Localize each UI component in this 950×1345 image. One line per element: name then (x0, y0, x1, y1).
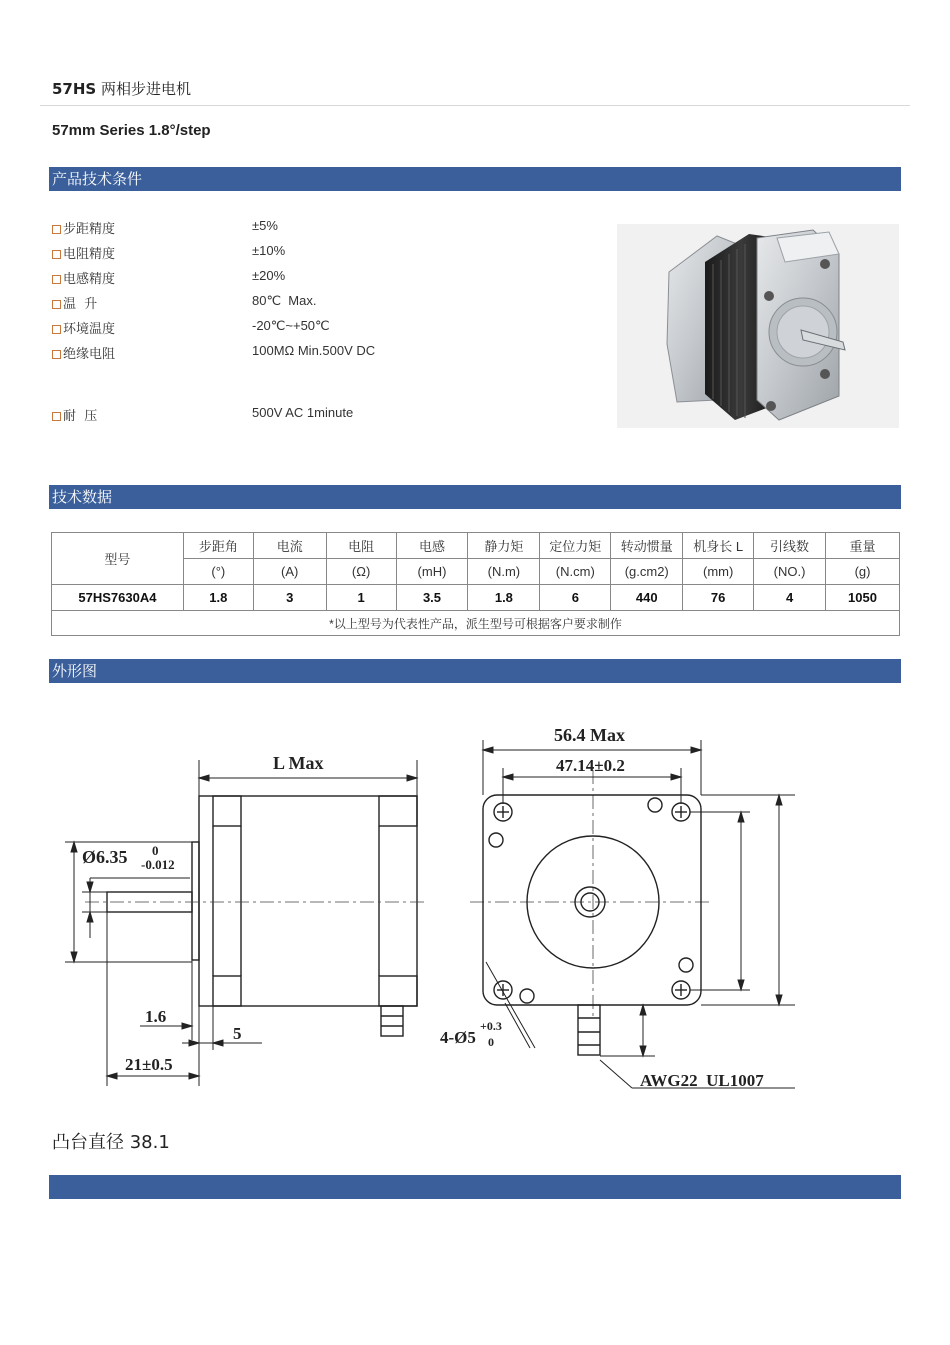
section-bar-data: 技术数据 (49, 485, 901, 509)
table-cell: 1 (326, 585, 396, 611)
section-bar-conditions: 产品技术条件 (49, 167, 901, 191)
header-name: 电阻 (326, 533, 396, 559)
spec-value: 80℃ Max. (252, 293, 317, 308)
table-cell: 1050 (826, 585, 900, 611)
header-name: 步距角 (183, 533, 253, 559)
spec-label: 电阻精度 (52, 243, 115, 262)
stepper-motor-image (617, 224, 899, 428)
header-name: 电流 (253, 533, 326, 559)
table-cell: 1.8 (183, 585, 253, 611)
header-unit: (mm) (683, 559, 754, 585)
boss-diameter-note: 凸台直径 38.1 (52, 1132, 170, 1153)
bullet-icon (52, 412, 61, 421)
header-name: 静力矩 (468, 533, 540, 559)
header-name: 重量 (826, 533, 900, 559)
dim-21: 21±0.5 (125, 1055, 173, 1074)
divider (40, 105, 910, 106)
model-desc: 两相步进电机 (96, 80, 192, 98)
page-title (52, 78, 191, 99)
spec-label: 绝缘电阻 (52, 343, 115, 362)
dim-holes-tol-bot: 0 (488, 1035, 494, 1049)
spec-label: 电感精度 (52, 268, 115, 287)
model-prefix: 57HS (52, 80, 97, 98)
dim-holes: 4-Ø5 (440, 1028, 476, 1047)
spec-value: ±10% (252, 243, 286, 258)
header-unit: (°) (183, 559, 253, 585)
header-unit: (N.cm) (540, 559, 611, 585)
spec-label: 步距精度 (52, 218, 115, 237)
series-title: 57mm Series 1.8°/step (52, 122, 211, 139)
header-unit: (NO.) (754, 559, 826, 585)
bullet-icon (52, 250, 61, 259)
spec-value: ±20% (252, 268, 286, 283)
header-unit: (N.m) (468, 559, 540, 585)
bullet-icon (52, 325, 61, 334)
header-name: 引线数 (754, 533, 826, 559)
table-cell: 6 (540, 585, 611, 611)
bullet-icon (52, 275, 61, 284)
table-cell: 3.5 (396, 585, 468, 611)
dim-hole-pitch: 47.14±0.2 (556, 756, 625, 775)
bullet-icon (52, 300, 61, 309)
wire-spec: AWG22 UL1007 (640, 1071, 764, 1090)
spec-table (51, 532, 900, 636)
header-name: 转动惯量 (611, 533, 683, 559)
header-model: 型号 (52, 533, 184, 585)
outline-drawing (0, 700, 950, 1110)
dim-width-max: 56.4 Max (554, 725, 625, 745)
table-note: *以上型号为代表性产品，派生型号可根据客户要求制作 (52, 611, 900, 636)
header-unit: (g) (826, 559, 900, 585)
table-row (52, 585, 900, 611)
table-cell: 1.8 (468, 585, 540, 611)
section-bar-outline: 外形图 (49, 659, 901, 683)
dim-1-6: 1.6 (145, 1007, 167, 1026)
spec-label: 环境温度 (52, 318, 115, 337)
table-cell: 76 (683, 585, 754, 611)
table-cell: 4 (754, 585, 826, 611)
spec-value: 100MΩ Min.500V DC (252, 343, 376, 358)
spec-label: 耐 压 (52, 405, 97, 424)
header-name: 定位力矩 (540, 533, 611, 559)
header-unit: (Ω) (326, 559, 396, 585)
dim-shaft-tol-bot: -0.012 (141, 857, 175, 872)
header-name: 电感 (396, 533, 468, 559)
spec-value: ±5% (252, 218, 278, 233)
dim-5: 5 (233, 1024, 242, 1043)
table-cell: 440 (611, 585, 683, 611)
bullet-icon (52, 225, 61, 234)
motor-photo (617, 224, 899, 428)
dim-holes-tol-top: +0.3 (480, 1019, 502, 1033)
header-name: 机身长 L (683, 533, 754, 559)
header-unit: (g.cm2) (611, 559, 683, 585)
header-unit: (mH) (396, 559, 468, 585)
dim-l-max: L Max (273, 753, 324, 773)
dim-shaft-diameter: Ø6.35 (82, 847, 128, 867)
spec-label: 温 升 (52, 293, 97, 312)
spec-value: 500V AC 1minute (252, 405, 354, 420)
table-cell: 57HS7630A4 (52, 585, 184, 611)
spec-value: -20℃~+50℃ (252, 318, 330, 333)
header-unit: (A) (253, 559, 326, 585)
bullet-icon (52, 350, 61, 359)
section-bar-empty (49, 1175, 901, 1199)
table-cell: 3 (253, 585, 326, 611)
dim-shaft-tol-top: 0 (152, 843, 159, 858)
